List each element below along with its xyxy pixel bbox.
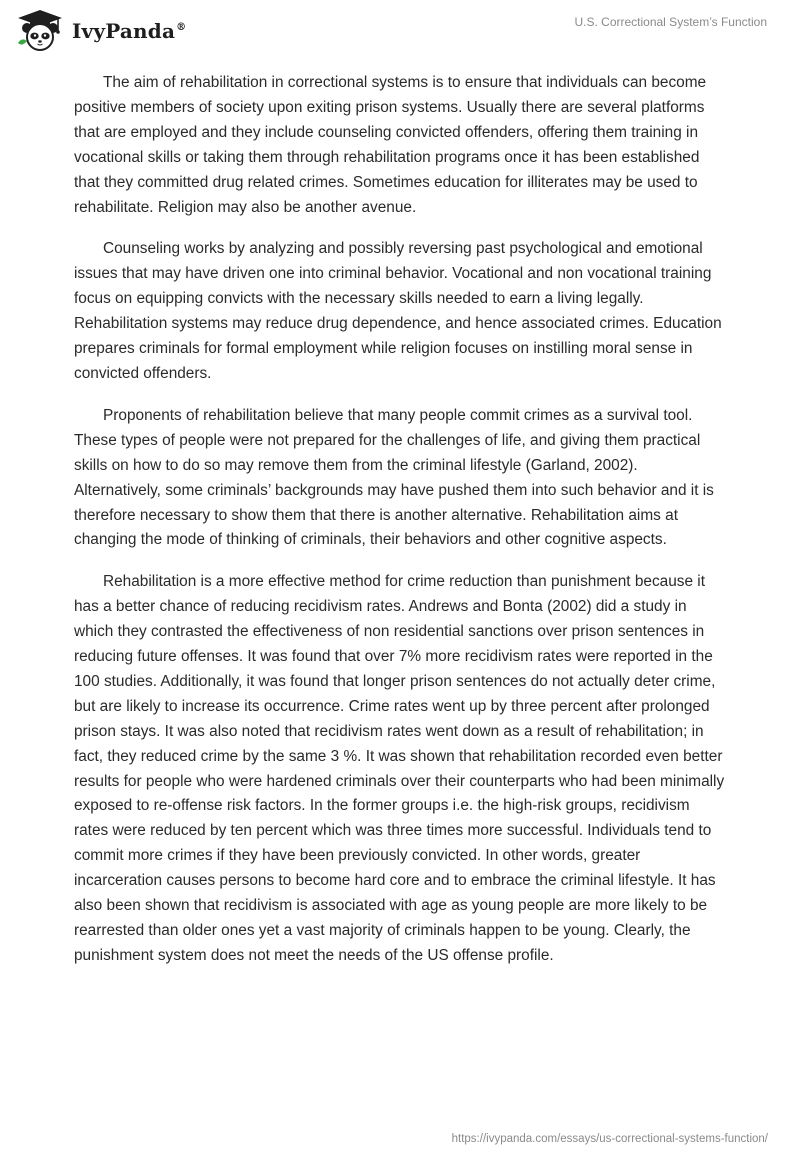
brand-logo[interactable] [14, 8, 186, 52]
paragraph: The aim of rehabilitation in correctional systems is to ensure that individuals can become positive members of society upon exiting prison systems. Usually there are several platforms that are employed and they include counseling convicted offenders, offering them training in vocational skills or taking them through rehabilitation programs once it has been established that they committed drug related crimes. Sometimes education for illiterates may be used to rehabilitate. Religion may also be another avenue. [74, 74, 707, 216]
page-header [0, 0, 800, 50]
registered-mark: ® [176, 22, 187, 34]
source-url[interactable]: https://ivypanda.com/essays/us-correctional-systems-function/ [451, 1133, 768, 1145]
document-title: U.S. Correctional System’s Function [574, 15, 767, 29]
brand-name: IvyPanda® [72, 19, 187, 43]
panda-logo-icon [14, 9, 66, 51]
paragraph: Rehabilitation is a more effective method for crime reduction than punishment because it has a better chance of reducing recidivism rates. Andrews and Bonta (2002) did a study in which they contrasted the effectiveness of non residential sanctions over prison sentences in reducing future offenses. It was found that over 7% more recidivism rates were reported in the 100 studies. Additionally, it was found that longer prison sentences do not actually deter crime, but are likely to increase its occurrence. Crime rates went up by three percent after prolonged prison stays. It was also noted that recidivism rates went down as a result of rehabilitation; in fact, they reduced crime by the same 3 %. It was shown that rehabilitation recorded even better results for people who were hardened criminals over their counterparts who had been minimally exposed to re-offense risk factors. In the former groups i.e. the high-risk groups, recidivism rates were reduced by ten percent which was three times more successful. Individuals tend to commit more crimes if they have been previously convicted. In other words, greater incarceration causes persons to become hard core and to embrace the criminal lifestyle. It has also been shown that recidivism is associated with age as young people are more likely to be rearrested than older ones yet a vast majority of criminals happen to be young. Clearly, the punishment system does not meet the needs of the US offense profile. [74, 573, 725, 964]
paragraph: Counseling works by analyzing and possibly reversing past psychological and emotional issues that may have driven one into criminal behavior. Vocational and non vocational training focus on equipping convicts with the necessary skills needed to earn a living legally. Rehabilitation systems may reduce drug dependence, and hence associated crimes. Education prepares criminals for formal employment while religion focuses on instilling moral sense in convicted offenders. [74, 240, 722, 382]
paragraph: Proponents of rehabilitation believe that many people commit crimes as a survival tool. These types of people were not prepared for the challenges of life, and giving them practical skills on how to do so may remove them from the criminal lifestyle (Garland, 2002). Alternatively, some criminals’ backgrounds may have pushed them into such behavior and it is therefore necessary to show them that there is another alternative. Rehabilitation aims at changing the mode of thinking of criminals, their behaviors and other cognitive aspects. [74, 406, 714, 549]
essay-body [74, 71, 726, 986]
